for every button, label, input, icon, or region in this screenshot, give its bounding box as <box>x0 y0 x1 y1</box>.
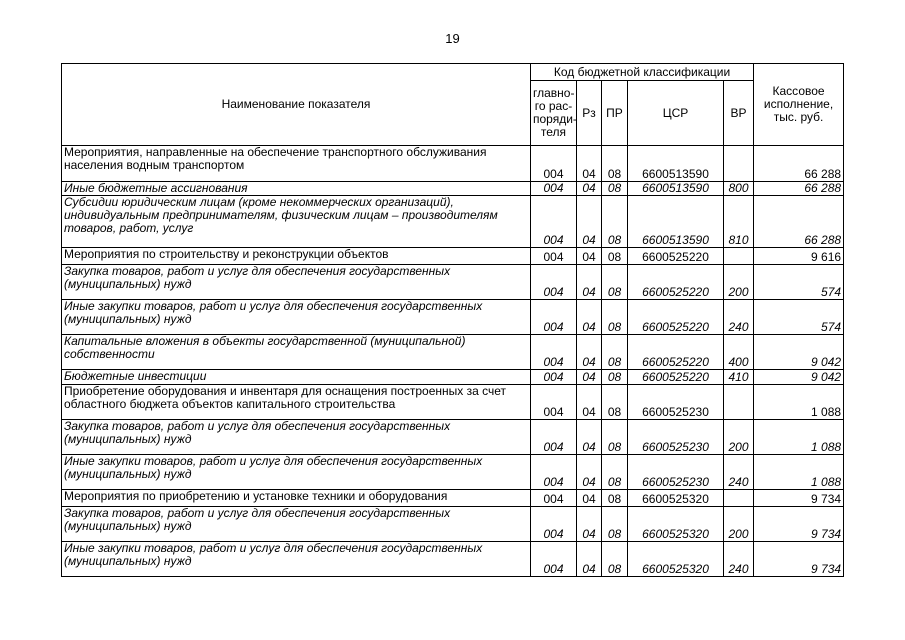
row-csr: 6600525320 <box>628 490 724 507</box>
row-name: Закупка товаров, работ и услуг для обеспечения государственных (муниципальных) нужд <box>62 420 531 455</box>
table-row <box>62 490 844 507</box>
header-name: Наименование показателя <box>62 64 531 146</box>
row-rz: 04 <box>577 455 602 490</box>
header-pr: ПР <box>602 81 628 146</box>
row-grbs: 004 <box>531 507 577 542</box>
row-csr: 6600525230 <box>628 420 724 455</box>
row-grbs: 004 <box>531 335 577 370</box>
table-row <box>62 146 844 182</box>
row-vr: 810 <box>724 196 754 248</box>
row-amount: 574 <box>754 300 844 335</box>
row-grbs: 004 <box>531 300 577 335</box>
row-grbs: 004 <box>531 265 577 300</box>
row-name: Иные закупки товаров, работ и услуг для обеспечения государственных (муниципальных) нужд <box>62 542 531 577</box>
table-row <box>62 420 844 455</box>
row-amount: 574 <box>754 265 844 300</box>
row-name: Иные бюджетные ассигнования <box>62 182 531 196</box>
table-row <box>62 182 844 196</box>
row-name: Капитальные вложения в объекты государственной (муниципальной) собственности <box>62 335 531 370</box>
row-vr: 240 <box>724 300 754 335</box>
row-csr: 6600525320 <box>628 542 724 577</box>
header-code-group: Код бюджетной классификации <box>531 64 754 81</box>
row-pr: 08 <box>602 490 628 507</box>
row-rz: 04 <box>577 385 602 420</box>
row-pr: 08 <box>602 420 628 455</box>
row-amount: 1 088 <box>754 420 844 455</box>
row-amount: 9 734 <box>754 490 844 507</box>
row-vr <box>724 248 754 265</box>
row-vr: 200 <box>724 420 754 455</box>
row-rz: 04 <box>577 542 602 577</box>
row-name: Субсидии юридическим лицам (кроме некоммерческих организаций), индивидуальным предпринимателям, физическим лицам – производителям товаров, работ, услуг <box>62 196 531 248</box>
row-grbs: 004 <box>531 385 577 420</box>
row-csr: 6600525220 <box>628 370 724 385</box>
row-rz: 04 <box>577 196 602 248</box>
row-csr: 6600525230 <box>628 455 724 490</box>
header-manager: главно-го рас-поряди-теля <box>531 81 577 146</box>
table-row <box>62 300 844 335</box>
row-vr: 400 <box>724 335 754 370</box>
row-pr: 08 <box>602 542 628 577</box>
table-row <box>62 507 844 542</box>
row-pr: 08 <box>602 265 628 300</box>
row-vr: 240 <box>724 542 754 577</box>
row-amount: 66 288 <box>754 182 844 196</box>
row-vr: 800 <box>724 182 754 196</box>
row-vr <box>724 490 754 507</box>
row-rz: 04 <box>577 265 602 300</box>
row-amount: 1 088 <box>754 385 844 420</box>
row-vr: 200 <box>724 265 754 300</box>
row-pr: 08 <box>602 455 628 490</box>
table-row <box>62 265 844 300</box>
row-grbs: 004 <box>531 146 577 182</box>
header-csr: ЦСР <box>628 81 724 146</box>
row-amount: 9 734 <box>754 542 844 577</box>
budget-table <box>61 63 844 577</box>
row-rz: 04 <box>577 370 602 385</box>
row-amount: 9 042 <box>754 335 844 370</box>
table-row <box>62 370 844 385</box>
row-name: Приобретение оборудования и инвентаря для оснащения построенных за счет областного бюджета объектов капитального строительства <box>62 385 531 420</box>
row-csr: 6600525220 <box>628 300 724 335</box>
row-pr: 08 <box>602 182 628 196</box>
table-row <box>62 542 844 577</box>
row-csr: 6600513590 <box>628 146 724 182</box>
page-number: 19 <box>445 31 460 46</box>
header-rz: Рз <box>577 81 602 146</box>
header-amount: Кассовое исполнение, тыс. руб. <box>754 64 844 146</box>
row-amount: 66 288 <box>754 196 844 248</box>
row-amount: 1 088 <box>754 455 844 490</box>
row-csr: 6600513590 <box>628 196 724 248</box>
row-name: Мероприятия по приобретению и установке техники и оборудования <box>62 490 531 507</box>
row-amount: 9 042 <box>754 370 844 385</box>
row-amount: 66 288 <box>754 146 844 182</box>
row-pr: 08 <box>602 335 628 370</box>
row-name: Иные закупки товаров, работ и услуг для обеспечения государственных (муниципальных) нужд <box>62 300 531 335</box>
table-row <box>62 455 844 490</box>
row-csr: 6600525220 <box>628 248 724 265</box>
row-rz: 04 <box>577 507 602 542</box>
row-pr: 08 <box>602 507 628 542</box>
table-row <box>62 335 844 370</box>
row-vr: 240 <box>724 455 754 490</box>
row-pr: 08 <box>602 248 628 265</box>
row-name: Мероприятия по строительству и реконструкции объектов <box>62 248 531 265</box>
row-name: Бюджетные инвестиции <box>62 370 531 385</box>
row-pr: 08 <box>602 146 628 182</box>
row-rz: 04 <box>577 300 602 335</box>
row-rz: 04 <box>577 335 602 370</box>
row-grbs: 004 <box>531 542 577 577</box>
row-name: Закупка товаров, работ и услуг для обеспечения государственных (муниципальных) нужд <box>62 507 531 542</box>
row-rz: 04 <box>577 146 602 182</box>
row-rz: 04 <box>577 248 602 265</box>
row-name: Мероприятия, направленные на обеспечение транспортного обслуживания населения водным транспортом <box>62 146 531 182</box>
header-vr: ВР <box>724 81 754 146</box>
table-row <box>62 196 844 248</box>
row-grbs: 004 <box>531 455 577 490</box>
row-pr: 08 <box>602 300 628 335</box>
row-pr: 08 <box>602 370 628 385</box>
row-rz: 04 <box>577 420 602 455</box>
row-csr: 6600525320 <box>628 507 724 542</box>
row-rz: 04 <box>577 490 602 507</box>
table-row <box>62 385 844 420</box>
row-vr <box>724 385 754 420</box>
row-grbs: 004 <box>531 196 577 248</box>
row-name: Иные закупки товаров, работ и услуг для обеспечения государственных (муниципальных) нужд <box>62 455 531 490</box>
row-pr: 08 <box>602 196 628 248</box>
row-vr: 200 <box>724 507 754 542</box>
row-grbs: 004 <box>531 248 577 265</box>
row-grbs: 004 <box>531 490 577 507</box>
row-pr: 08 <box>602 385 628 420</box>
row-amount: 9 616 <box>754 248 844 265</box>
row-grbs: 004 <box>531 420 577 455</box>
row-vr: 410 <box>724 370 754 385</box>
table-row <box>62 248 844 265</box>
row-vr <box>724 146 754 182</box>
row-csr: 6600525230 <box>628 385 724 420</box>
row-csr: 6600513590 <box>628 182 724 196</box>
row-csr: 6600525220 <box>628 265 724 300</box>
row-grbs: 004 <box>531 182 577 196</box>
row-grbs: 004 <box>531 370 577 385</box>
row-csr: 6600525220 <box>628 335 724 370</box>
row-rz: 04 <box>577 182 602 196</box>
row-amount: 9 734 <box>754 507 844 542</box>
row-name: Закупка товаров, работ и услуг для обеспечения государственных (муниципальных) нужд <box>62 265 531 300</box>
